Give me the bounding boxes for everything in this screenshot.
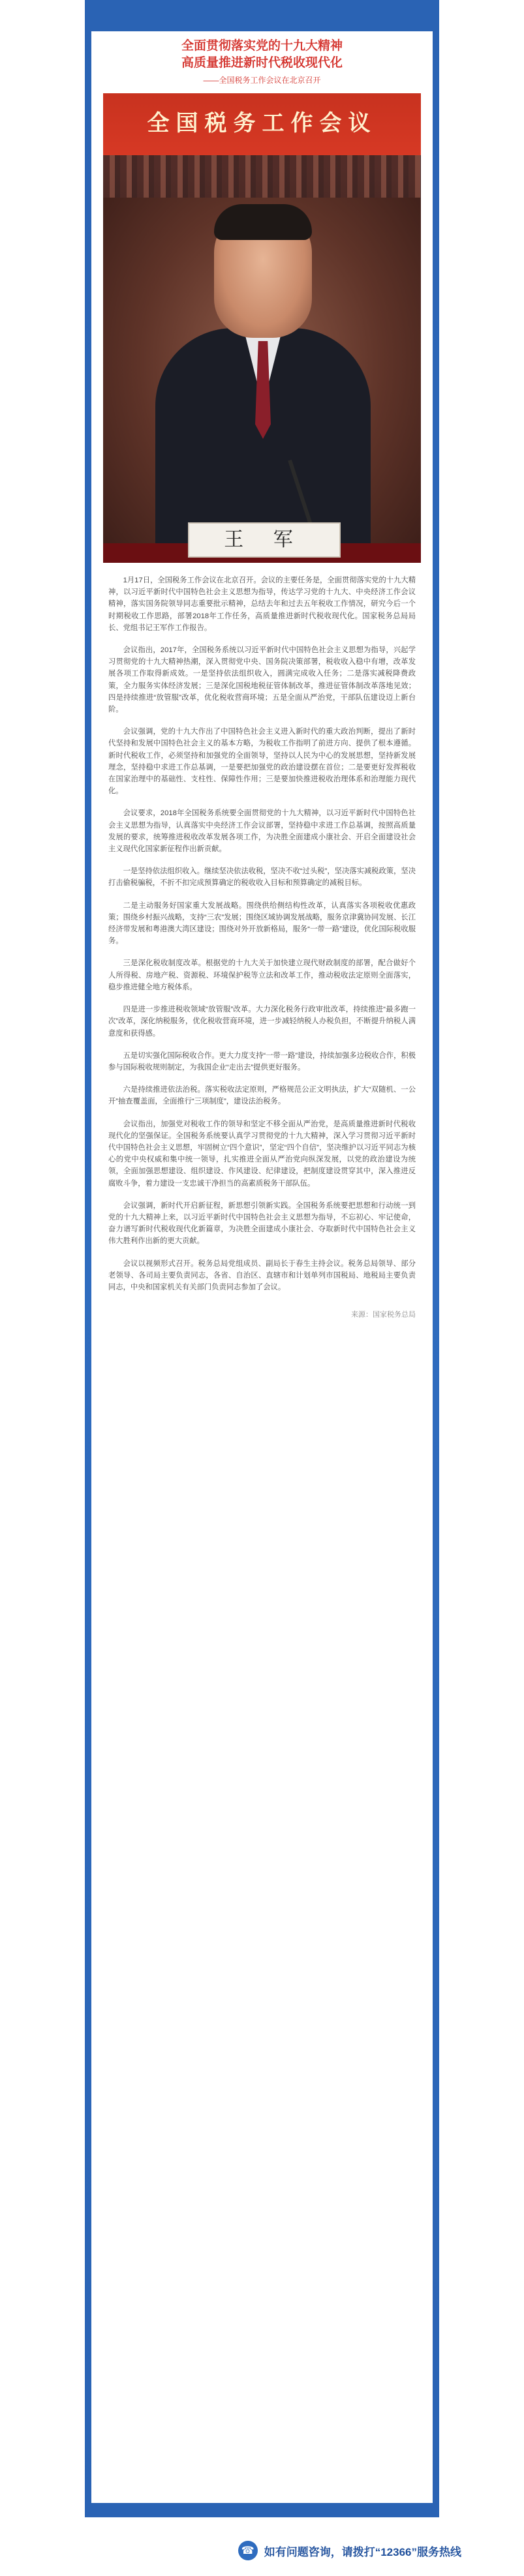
article-subtitle: ——全国税务工作会议在北京召开 (203, 76, 321, 85)
paragraph: 三是深化税收制度改革。根据党的十九大关于加快建立现代财政制度的部署，配合做好个人所得税、房地产税、资源税、环境保护税等立法和改革工作，推动税收法定原则全面落实，稳步推进健全地方税体系。 (108, 959, 416, 991)
paragraph: 会议强调，新时代开启新征程，新思想引领新实践。全国税务系统要把思想和行动统一到党的十九大精神上来，以习近平新时代中国特色社会主义思想为指导，不忘初心、牢记使命，奋力谱写新时代税收现代化新篇章，为决胜全面建成小康社会、夺取新时代中国特色社会主义伟大胜利作出新的更大贡献。 (108, 1201, 416, 1246)
title-line-1: 全面贯彻落实党的十九大精神 (181, 39, 343, 53)
article-title (91, 38, 433, 72)
phone-icon: ☎ (238, 2541, 258, 2560)
footer (0, 2523, 524, 2576)
paragraph: 会议指出，2017年，全国税务系统以习近平新时代中国特色社会主义思想为指导，兴起学习贯彻党的十九大精神热潮，深入贯彻党中央、国务院决策部署，税收收入稳中有增，改革发展各项工作取得新成效。一是坚持依法组织收入，圆满完成收入任务；二是落实减税降费政策，全力服务实体经济发展；三是深化国税地税征管体制改革，推进征管体制改革落地见效；四是持续推进“放管服”改革，优化税收营商环境；五是全面从严治党，干部队伍建设迈上新台阶。 (108, 646, 416, 714)
paragraph: 一是坚持依法组织收入。继续坚决依法收税，坚决不收“过头税”，坚决落实减税政策，坚决打击偷税骗税，不折不扣完成预算确定的税收收入目标和预算确定的减税目标。 (108, 867, 416, 888)
speaker-hair (214, 204, 312, 240)
conference-banner: 全国税务工作会议 (147, 111, 377, 136)
title-line-2: 高质量推进新时代税收现代化 (181, 56, 343, 70)
paragraph: 会议强调，党的十九大作出了中国特色社会主义进入新时代的重大政治判断，提出了新时代坚持和发展中国特色社会主义的基本方略，为税收工作指明了前进方向、提供了根本遵循。新时代税收工作，必须坚持和加强党的全面领导，坚持以人民为中心的发展思想，坚持新发展理念，坚持稳中求进工作总基调，一是要把加强党的政治建设摆在首位；二是要更好发挥税收在国家治理中的基础性、支柱性、保障性作用；三是要加快推进税收治理体系和治理能力现代化。 (108, 728, 416, 796)
hotline-text: 如有问题咨询，请拨打“12366”服务热线 (264, 2545, 461, 2558)
paragraph: 五是切实强化国际税收合作。更大力度支持“一带一路”建设，持续加强多边税收合作，积极参与国际税收规则制定，为我国企业“走出去”提供更好服务。 (108, 1051, 416, 1071)
paragraph: 二是主动服务好国家重大发展战略。围绕供给侧结构性改革，认真落实各项税收优惠政策；围绕乡村振兴战略，支持“三农”发展；围绕区域协调发展战略，服务京津冀协同发展、长江经济带发展和粤港澳大湾区建设；围绕对外开放新格局，服务“一带一路”建设，优化国际税收服务。 (108, 901, 416, 946)
article-source: 来源：国家税务总局 (351, 1311, 416, 1319)
hotline[interactable] (238, 2541, 461, 2560)
speaker-nameplate: 王 军 (188, 522, 341, 558)
paragraph: 会议要求，2018年全国税务系统要全面贯彻党的十九大精神，以习近平新时代中国特色社会主义思想为指导，认真落实中央经济工作会议部署，坚持稳中求进工作总基调，按照高质量发展的要求，统筹推进税收改革发展各项工作，为决胜全面建成小康社会、开启全面建设社会主义现代化国家新征程作出新贡献。 (108, 809, 416, 854)
conference-photo (103, 93, 421, 563)
paragraph: 1月17日，全国税务工作会议在北京召开。会议的主要任务是，全面贯彻落实党的十九大精神，以习近平新时代中国特色社会主义思想为指导，传达学习党的十九大、中央经济工作会议精神，落实国务院领导同志重要批示精神，总结去年和过去五年税收工作情况，研究今后一个时期税收工作思路，部署2018年工作任务，高质量推进新时代税收现代化。国家税务总局局长、党组书记王军作工作报告。 (108, 577, 416, 632)
audience-rows (103, 155, 421, 201)
paragraph: 会议指出，加强党对税收工作的领导和坚定不移全面从严治党，是高质量推进新时代税收现代化的坚强保证。全国税务系统要认真学习贯彻党的十九大精神，深入学习贯彻习近平新时代中国特色社会主义思想，牢固树立“四个意识”，坚定“四个自信”，坚决维护以习近平同志为核心的党中央权威和集中统一领导，扎实推进全面从严治党向纵深发展，以党的政治建设为统领，全面加强思想建设、组织建设、作风建设、纪律建设，把制度建设贯穿其中，深入推进反腐败斗争，着力建设一支忠诚干净担当的高素质税务干部队伍。 (108, 1120, 416, 1188)
paragraph: 六是持续推进依法治税。落实税收法定原则，严格规范公正文明执法，扩大“双随机、一公开”抽查覆盖面，全面推行“三项制度”，建设法治税务。 (108, 1086, 416, 1106)
paragraph: 四是进一步推进税收领域“放管服”改革。大力深化税务行政审批改革，持续推进“最多跑一次”改革，深化纳税服务，优化税收营商环境，进一步减轻纳税人办税负担，不断提升纳税人满意度和获得感。 (108, 1006, 416, 1038)
article-body (91, 575, 433, 1293)
article-card (91, 31, 433, 2503)
paragraph: 会议以视频形式召开。税务总局党组成员、副局长于春生主持会议。税务总局领导、部分老领导、各司局主要负责同志，各省、自治区、直辖市和计划单列市国税局、地税局主要负责同志，中央和国家机关有关部门负责同志参加了会议。 (108, 1259, 416, 1291)
